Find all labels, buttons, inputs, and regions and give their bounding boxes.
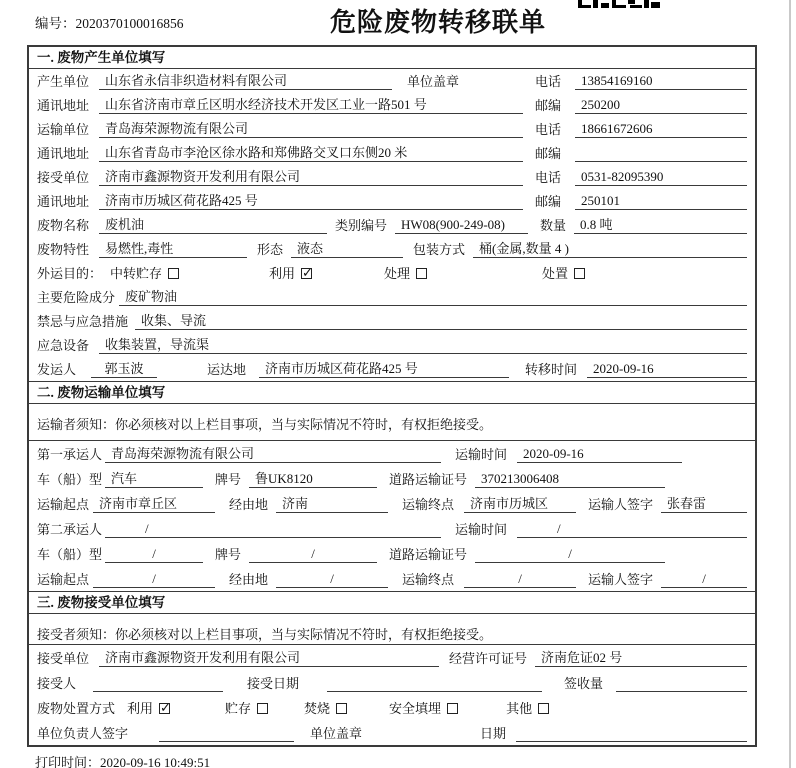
receiver-zip-value: 250101 (575, 192, 747, 210)
plate2-value: / (249, 545, 377, 563)
waste-character-value: 易燃性,毒性 (99, 240, 247, 258)
transporter-notice: 运输者须知：你必须核对以上栏目事项，当与实际情况不符时，有权拒绝接受。 (29, 404, 755, 441)
first-carrier-value: 青岛海荣源物流有限公司 (105, 445, 441, 463)
origin2-label: 运输起点 (37, 572, 90, 587)
vehicle1-value: 汽车 (105, 470, 203, 488)
row-responsible-signature (29, 720, 755, 745)
road-permit2-label: 道路运输证号 (389, 547, 468, 562)
disposal-option-landfill (389, 700, 458, 717)
accept-date-label: 接受日期 (247, 676, 300, 691)
via2-value: / (276, 570, 388, 588)
receiving-unit-label: 接受单位 (37, 651, 90, 666)
disposal-utilize-checkbox (159, 703, 170, 714)
section1-header: 一. 废物产生单位填写 (29, 47, 755, 69)
serial-number-line (35, 12, 184, 32)
print-time-value: 2020-09-16 10:49:51 (100, 755, 211, 768)
emergency-equipment-label: 应急设备 (37, 338, 90, 353)
emergency-measures-label: 禁忌与应急措施 (37, 314, 129, 329)
origin1-value: 济南市章丘区 (93, 495, 215, 513)
origin2-value: / (93, 570, 215, 588)
destination-value: 济南市历城区荷花路425 号 (259, 360, 509, 378)
vehicle1-label: 车（船）型 (37, 472, 103, 487)
row-transporter (29, 117, 755, 141)
signed-qty-label: 签收量 (564, 676, 604, 691)
row-disposal-method (29, 695, 755, 720)
row-producer-address (29, 93, 755, 117)
transport-time1-value: 2020-09-16 (517, 445, 682, 463)
disposal-option-label: 利用 (127, 701, 154, 716)
transport-time2-label: 运输时间 (455, 522, 508, 537)
row-acceptor (29, 670, 755, 695)
row-waste-name (29, 213, 755, 237)
row-receiver-address (29, 189, 755, 213)
transporter-phone-label: 电话 (535, 122, 562, 137)
purpose-option-label: 处理 (384, 266, 411, 281)
producer-value: 山东省永信非织造材料有限公司 (99, 72, 392, 90)
transporter-phone-value: 18661672606 (575, 120, 747, 138)
emergency-equipment-value: 收集装置，导流渠 (99, 336, 747, 354)
qr-code-fragment (578, 0, 662, 9)
waste-name-label: 废物名称 (37, 218, 90, 233)
disposal-option-storage (225, 700, 268, 717)
disposal-option-utilize (127, 700, 170, 717)
receiver-address-value: 济南市历城区荷花路425 号 (99, 192, 523, 210)
date-label: 日期 (480, 726, 507, 741)
license-label: 经营许可证号 (449, 651, 528, 666)
purpose-option-utilize (269, 265, 312, 282)
transfer-time-label: 转移时间 (525, 362, 578, 377)
row-emergency-measures (29, 309, 755, 333)
row-route1 (29, 491, 755, 516)
via2-label: 经由地 (229, 572, 269, 587)
disposal-storage-checkbox (257, 703, 268, 714)
waste-character-label: 废物特性 (37, 242, 90, 257)
purpose-label: 外运目的： (37, 266, 103, 281)
via1-value: 济南 (276, 495, 388, 513)
producer-phone-value: 13854169160 (575, 72, 747, 90)
row-vehicle2 (29, 541, 755, 566)
vehicle2-value: / (105, 545, 203, 563)
receiver-phone-value: 0531-82095390 (575, 168, 747, 186)
producer-label: 产生单位 (37, 74, 90, 89)
purpose-option-dispose (542, 265, 585, 282)
serial-value: 2020370100016856 (75, 16, 184, 31)
responsible-sign-label: 单位负责人签字 (37, 726, 129, 741)
section-transporter (29, 381, 755, 591)
carrier-sign1-label: 运输人签字 (588, 497, 654, 512)
receiver-address-label: 通讯地址 (37, 194, 90, 209)
treat-checkbox (416, 268, 427, 279)
row-receiver (29, 165, 755, 189)
transfer-time-value: 2020-09-16 (587, 360, 747, 378)
disposal-method-label: 废物处置方式 (37, 701, 116, 716)
receiver-label: 接受单位 (37, 170, 90, 185)
road-permit2-value: / (475, 545, 665, 563)
transporter-label: 运输单位 (37, 122, 90, 137)
utilize-checkbox (301, 268, 312, 279)
end2-label: 运输终点 (402, 572, 455, 587)
end2-value: / (464, 570, 576, 588)
producer-address-label: 通讯地址 (37, 98, 90, 113)
waste-form-label: 形态 (257, 242, 284, 257)
print-time-line (35, 752, 210, 768)
carrier-sign2-value: / (661, 570, 747, 588)
purpose-option-label: 利用 (269, 266, 296, 281)
plate1-label: 牌号 (215, 472, 242, 487)
section2-header: 二. 废物运输单位填写 (29, 382, 755, 404)
purpose-option-label: 中转贮存 (110, 266, 163, 281)
shipper-label: 发运人 (37, 362, 77, 377)
via1-label: 经由地 (229, 497, 269, 512)
row-second-carrier (29, 516, 755, 541)
hazard-components-value: 废矿物油 (119, 288, 747, 306)
producer-zip-value: 250200 (575, 96, 747, 114)
origin1-label: 运输起点 (37, 497, 90, 512)
second-carrier-label: 第二承运人 (37, 522, 103, 537)
hazard-components-label: 主要危险成分 (37, 290, 116, 305)
waste-pack-value: 桶(金属,数量 4 ) (473, 240, 747, 258)
license-value: 济南危证02 号 (535, 649, 747, 667)
transporter-address-value: 山东省青岛市李沧区徐水路和郑佛路交叉口东侧20 米 (99, 144, 523, 162)
carrier-sign1-value: 张春雷 (661, 495, 747, 513)
producer-zip-label: 邮编 (535, 98, 562, 113)
receiver-notice: 接受者须知：你必须核对以上栏目事项，当与实际情况不符时，有权拒绝接受。 (29, 614, 755, 645)
receiving-unit-value: 济南市鑫源物资开发利用有限公司 (99, 649, 439, 667)
waste-code-value: HW08(900-249-08) (395, 216, 528, 234)
waste-qty-label: 数量 (540, 218, 567, 233)
row-purpose (29, 261, 755, 285)
signed-qty-value (616, 691, 747, 692)
transport-time1-label: 运输时间 (455, 447, 508, 462)
row-route2 (29, 566, 755, 591)
row-emergency-equipment (29, 333, 755, 357)
disposal-landfill-checkbox (447, 703, 458, 714)
row-vehicle1 (29, 466, 755, 491)
end1-label: 运输终点 (402, 497, 455, 512)
row-receiving-unit (29, 645, 755, 670)
row-shipper (29, 357, 755, 381)
end1-value: 济南市历城区 (464, 495, 576, 513)
transfer-storage-checkbox (168, 268, 179, 279)
disposal-option-label: 安全填埋 (389, 701, 442, 716)
vehicle2-label: 车（船）型 (37, 547, 103, 562)
waste-name-value: 废机油 (99, 216, 327, 234)
manifest-table (27, 45, 757, 747)
disposal-option-incinerate (304, 700, 347, 717)
waste-code-label: 类别编号 (335, 218, 388, 233)
row-transporter-address (29, 141, 755, 165)
purpose-option-label: 处置 (542, 266, 569, 281)
section-producer (29, 47, 755, 381)
plate1-value: 鲁UK8120 (249, 470, 377, 488)
page-title: 危险废物转移联单 (330, 8, 547, 37)
transporter-value: 青岛海荣源物流有限公司 (99, 120, 523, 138)
row-producer (29, 69, 755, 93)
purpose-option-treat (384, 265, 427, 282)
acceptor-label: 接受人 (37, 676, 77, 691)
disposal-option-label: 其他 (506, 701, 533, 716)
serial-label: 编号： (35, 16, 76, 31)
date-value (516, 741, 747, 742)
first-carrier-label: 第一承运人 (37, 447, 103, 462)
dispose-checkbox (574, 268, 585, 279)
receiver-zip-label: 邮编 (535, 194, 562, 209)
destination-label: 运达地 (207, 362, 247, 377)
road-permit1-value: 370213006408 (475, 470, 665, 488)
page-edge-shadow (789, 0, 791, 768)
shipper-value: 郭玉波 (91, 360, 157, 378)
disposal-option-other (506, 700, 549, 717)
row-first-carrier (29, 441, 755, 466)
receiver-value: 济南市鑫源物资开发利用有限公司 (99, 168, 523, 186)
carrier-sign2-label: 运输人签字 (588, 572, 654, 587)
section-receiver (29, 591, 755, 745)
section3-header: 三. 废物接受单位填写 (29, 592, 755, 614)
accept-date-value (327, 691, 542, 692)
responsible-sign-value (159, 741, 294, 742)
stamp-label: 单位盖章 (407, 74, 460, 89)
waste-form-value: 液态 (291, 240, 403, 258)
receiver-phone-label: 电话 (535, 170, 562, 185)
row-hazard-components (29, 285, 755, 309)
disposal-other-checkbox (538, 703, 549, 714)
disposal-incinerate-checkbox (336, 703, 347, 714)
acceptor-value (93, 691, 223, 692)
disposal-option-label: 焚烧 (304, 701, 331, 716)
transport-time2-value: / (517, 520, 747, 538)
unit-stamp-label: 单位盖章 (310, 726, 363, 741)
row-waste-character (29, 237, 755, 261)
road-permit1-label: 道路运输证号 (389, 472, 468, 487)
emergency-measures-value: 收集、导流 (135, 312, 747, 330)
purpose-option-transfer-storage (110, 265, 179, 282)
transporter-zip-value (575, 161, 747, 162)
transporter-address-label: 通讯地址 (37, 146, 90, 161)
disposal-option-label: 贮存 (225, 701, 252, 716)
producer-phone-label: 电话 (535, 74, 562, 89)
producer-address-value: 山东省济南市章丘区明水经济技术开发区工业一路501 号 (99, 96, 523, 114)
second-carrier-value: / (105, 520, 441, 538)
waste-pack-label: 包装方式 (413, 242, 466, 257)
print-time-label: 打印时间： (35, 755, 101, 768)
waste-qty-value: 0.8 吨 (574, 216, 747, 234)
plate2-label: 牌号 (215, 547, 242, 562)
transporter-zip-label: 邮编 (535, 146, 562, 161)
